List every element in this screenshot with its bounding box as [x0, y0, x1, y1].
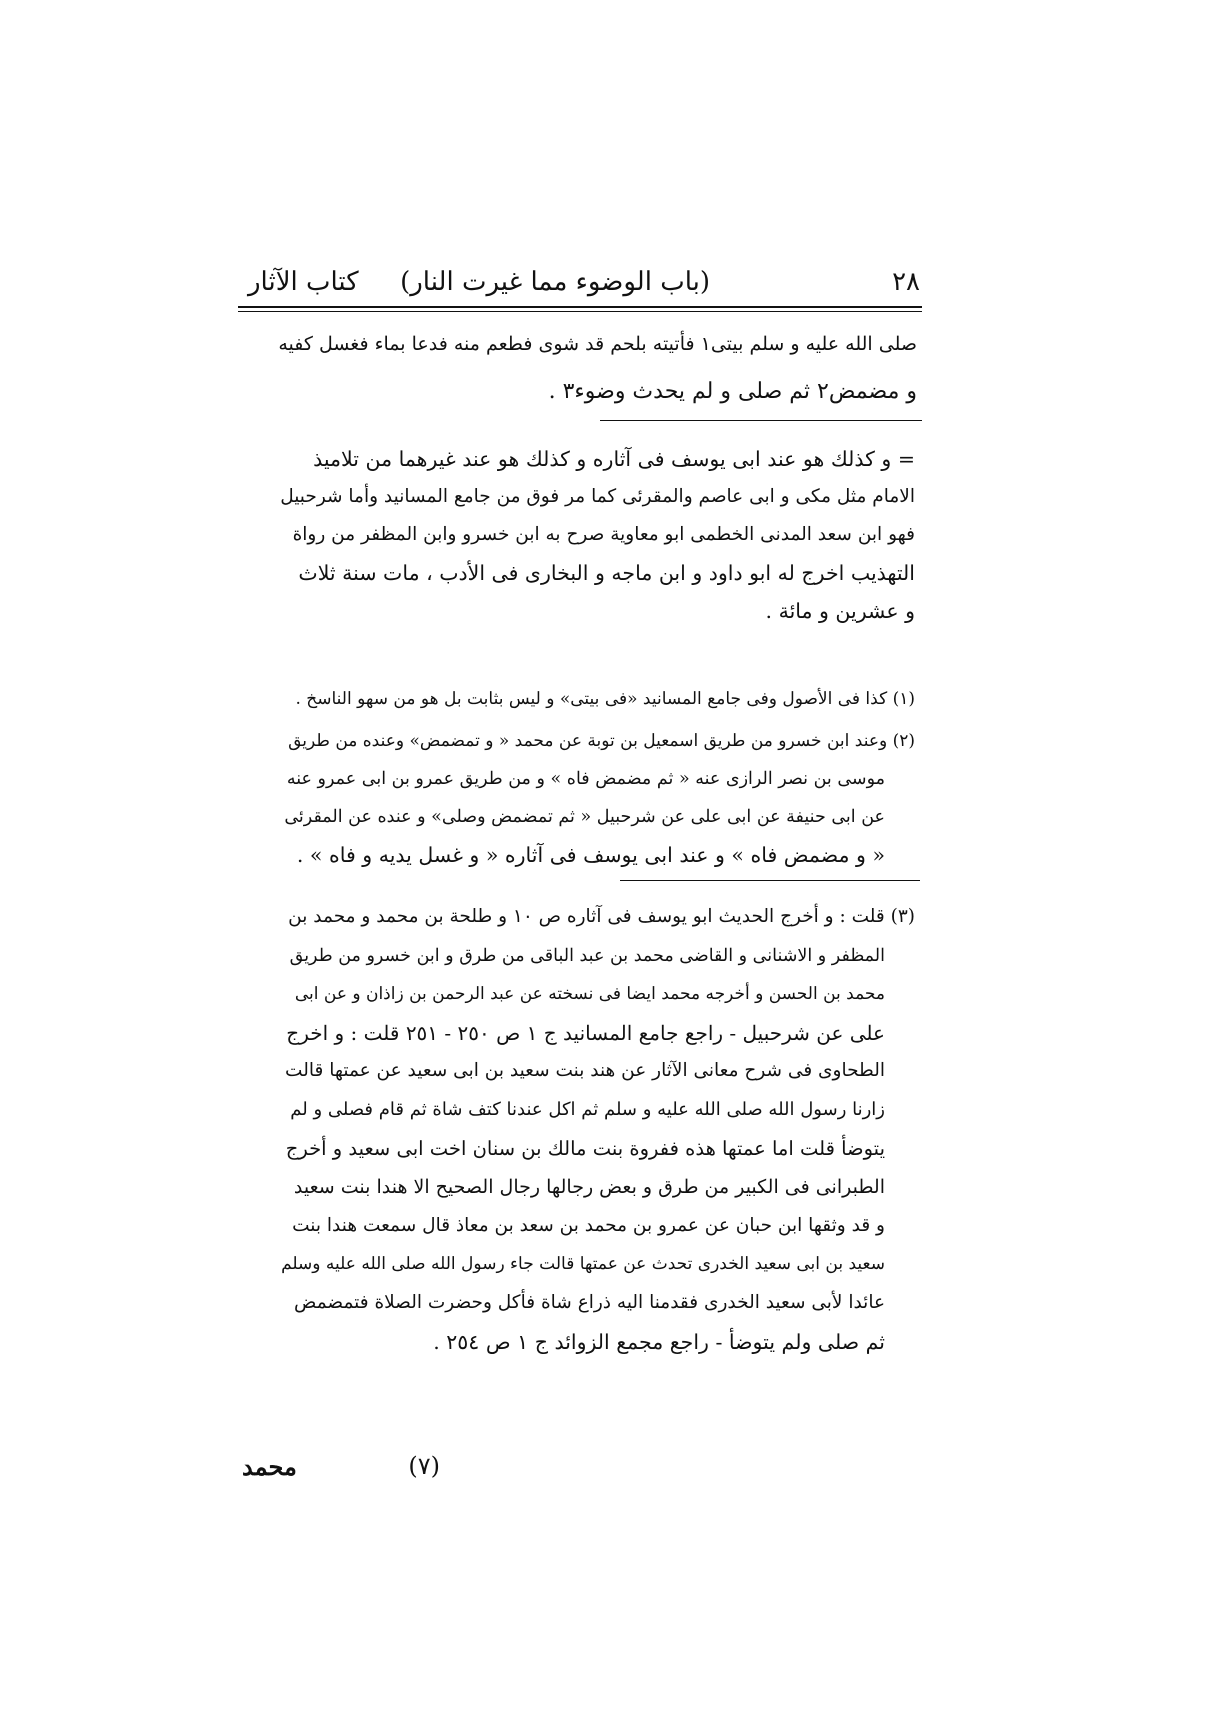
main-line: و مضمض٢ ثم صلى و لم يحدث وضوء٣ .: [548, 379, 917, 404]
footnote-line: فهو ابن سعد المدنى الخطمى ابو معاوية صرح به ابن خسرو وابن المظفر من رواة: [292, 524, 915, 545]
header-rule-bottom: [238, 311, 922, 312]
book-title: كتاب الآثار: [248, 267, 359, 297]
footnote-line: عن ابى حنيفة عن ابى على عن شرحبيل « ثم تمضمض وصلى» و عنده عن المقرئى: [284, 807, 885, 827]
footnote-1: [280, 680, 915, 718]
footnote-line: و قد وثقها ابن حبان عن عمرو بن محمد بن سعد بن معاذ قال سمعت هندا بنت: [292, 1214, 885, 1236]
footnote-line: موسى بن نصر الرازى عنه « ثم مضمض فاه » و من طريق عمرو بن ابى عمرو عنه: [286, 769, 885, 789]
signature-word: محمد: [242, 1452, 297, 1481]
footnote-line: محمد بن الحسن و أخرجه محمد ايضا فى نسخته عن عبد الرحمن بن زاذان و عن ابى: [294, 984, 885, 1005]
footnote-separator: [620, 880, 920, 881]
page-number: ٢٨: [892, 267, 920, 297]
footnote-line: الامام مثل مكى و ابى عاصم والمقرئى كما مر فوق من جامع المسانيد وأما شرحبيل: [280, 486, 915, 507]
footnote-separator: [600, 420, 922, 421]
footnote-line: سعيد بن ابى سعيد الخدرى تحدث عن عمتها قالت جاء رسول الله صلى الله عليه وسلم: [281, 1254, 885, 1275]
footnote-line: يتوضأ قلت اما عمتها هذه ففروة بنت مالك بن سنان اخت ابى سعيد و أخرج: [285, 1136, 885, 1160]
running-header: [240, 262, 920, 306]
footnote-line: (٢) وعند ابن خسرو من طريق اسمعيل بن توبة عن محمد « و تمضمض» وعنده من طريق: [288, 731, 915, 751]
main-line: صلى الله عليه و سلم بيتى١ فأتيته بلحم قد شوى فطعم منه فدعا بماء فغسل كفيه: [278, 333, 917, 355]
main-text: [277, 320, 917, 416]
footnote-line: التهذيب اخرج له ابو داود و ابن ماجه و البخارى فى الأدب ، مات سنة ثلاث: [298, 561, 915, 585]
footnote-line: « و مضمض فاه » و عند ابى يوسف فى آثاره « و غسل يديه و فاه » .: [296, 843, 885, 867]
footnote-line: (١) كذا فى الأصول وفى جامع المسانيد «فى بيتى» و ليس بثابت بل هو من سهو الناسخ .: [295, 689, 915, 709]
footnote-2: [280, 722, 915, 874]
signature-mark: [240, 1452, 440, 1488]
signature-number: (٧): [408, 1452, 440, 1480]
footnote-line: الطبرانى فى الكبير من طرق و بعض رجالها رجال الصحيح الا هندا بنت سعيد: [293, 1176, 885, 1199]
footnote-line: زارنا رسول الله صلى الله عليه و سلم ثم اكل عندنا كتف شاة ثم قام فصلى و لم: [290, 1098, 885, 1120]
footnote-line: (٣) قلت : و أخرج الحديث ابو يوسف فى آثاره ص ١٠ و طلحة بن محمد و محمد بن: [288, 906, 915, 927]
footnote-line: و عشرين و مائة .: [765, 599, 915, 623]
footnote-3: [280, 898, 915, 1361]
continued-footnote: [280, 440, 915, 630]
footnote-line: = و كذلك هو عند ابى يوسف فى آثاره و كذلك هو عند غيرهما من تلاميذ: [313, 447, 915, 471]
chapter-title: (باب الوضوء مما غيرت النار): [400, 267, 710, 297]
footnote-line: المظفر و الاشنانى و القاضى محمد بن عبد الباقى من طرق و ابن خسرو من طريق: [289, 945, 885, 966]
footnote-line: عائدا لأبى سعيد الخدرى فقدمنا اليه ذراع شاة فأكل وحضرت الصلاة فتمضمض: [294, 1291, 885, 1313]
footnote-line: ثم صلى ولم يتوضأ - راجع مجمع الزوائد ج ١ ص ٢٥٤ .: [433, 1329, 885, 1354]
footnote-line: الطحاوى فى شرح معانى الآثار عن هند بنت سعيد بن ابى سعيد عن عمتها قالت: [285, 1060, 885, 1082]
header-rule-top: [238, 306, 922, 308]
footnote-line: على عن شرحبيل - راجع جامع المسانيد ج ١ ص ٢٥٠ - ٢٥١ قلت : و اخرج: [286, 1020, 885, 1045]
